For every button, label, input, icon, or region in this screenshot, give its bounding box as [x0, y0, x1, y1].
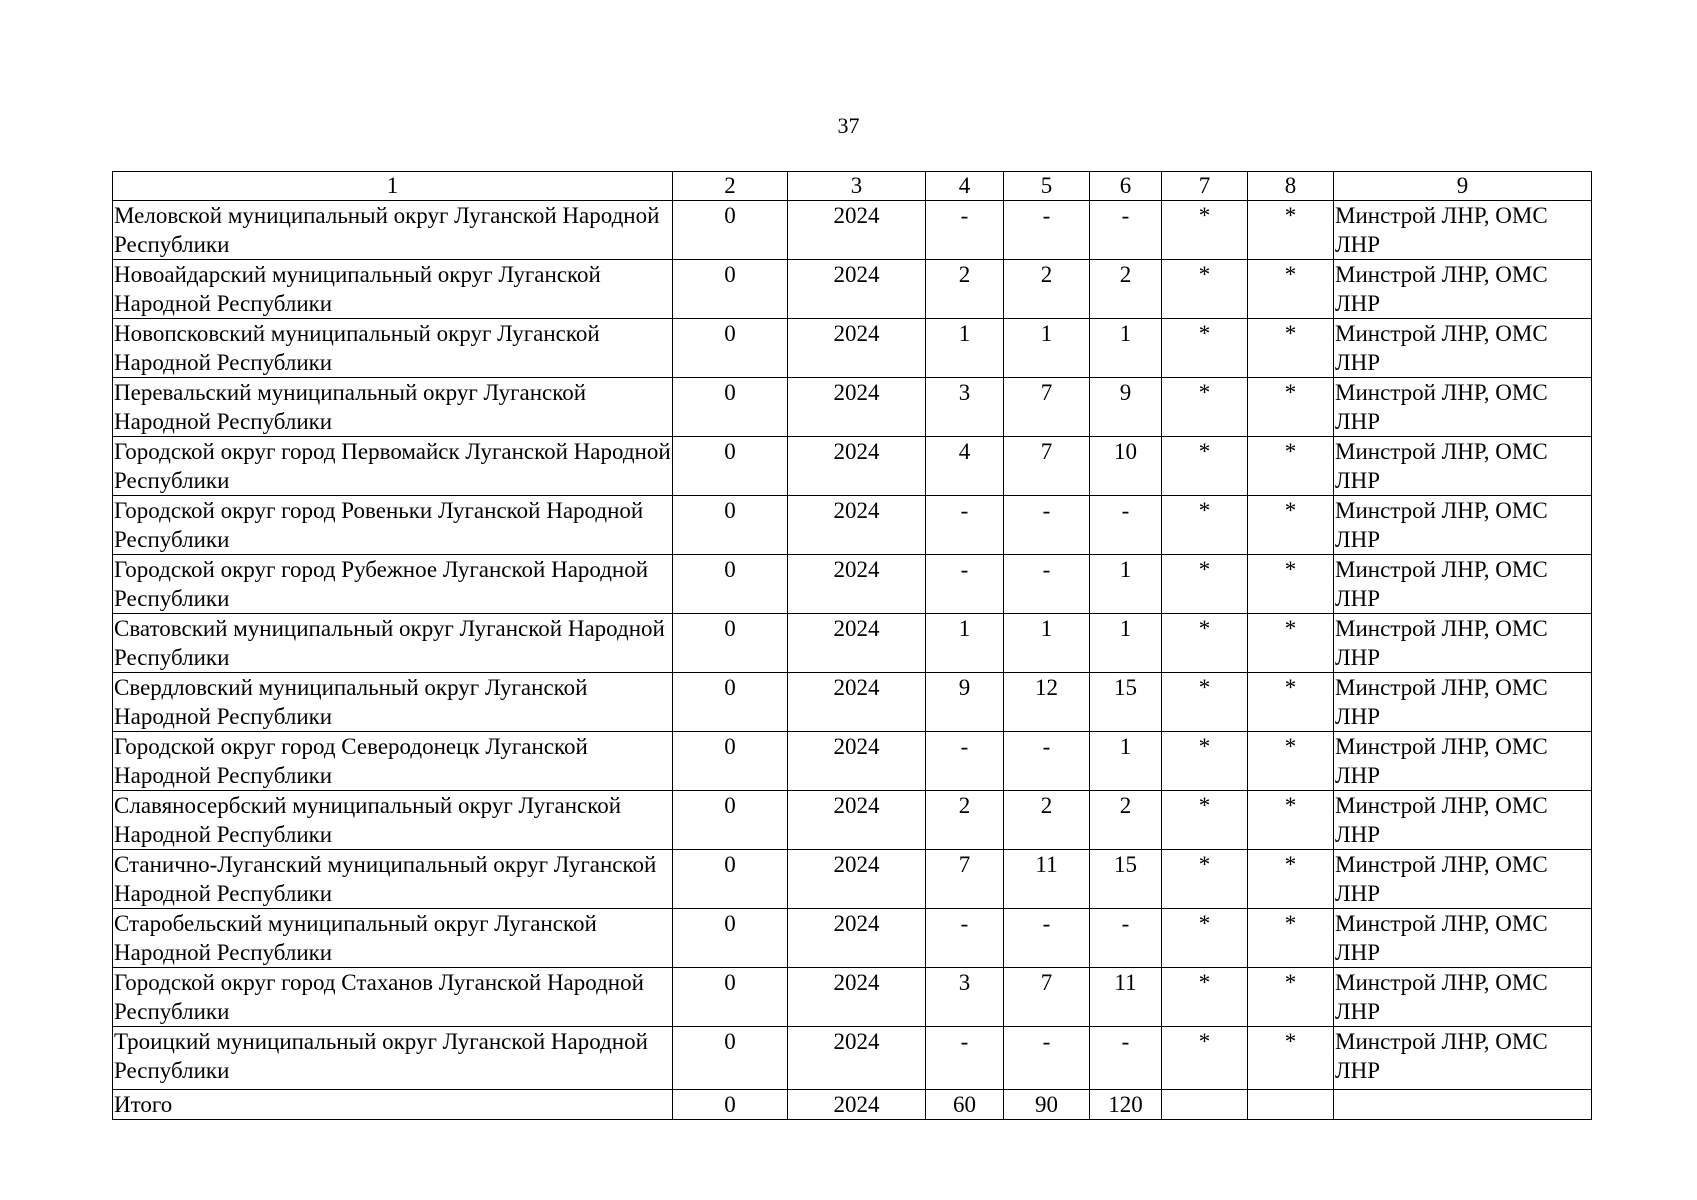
responsible-cell: Минстрой ЛНР, ОМС ЛНР: [1334, 555, 1592, 614]
value-cell: 1: [1090, 319, 1162, 378]
column-header: 6: [1090, 172, 1162, 201]
year-cell: 2024: [788, 260, 926, 319]
value-cell: 9: [926, 673, 1004, 732]
value-cell: 0: [673, 378, 788, 437]
value-cell: 1: [1004, 614, 1090, 673]
value-cell: 12: [1004, 673, 1090, 732]
value-cell: 15: [1090, 850, 1162, 909]
responsible-cell: Минстрой ЛНР, ОМС ЛНР: [1334, 909, 1592, 968]
value-cell: 7: [1004, 437, 1090, 496]
value-cell: -: [1090, 1027, 1162, 1090]
value-cell: -: [1004, 732, 1090, 791]
marker-cell: *: [1248, 496, 1334, 555]
marker-cell: *: [1162, 1027, 1248, 1090]
value-cell: 0: [673, 791, 788, 850]
marker-cell: *: [1162, 791, 1248, 850]
responsible-cell: Минстрой ЛНР, ОМС ЛНР: [1334, 614, 1592, 673]
marker-cell: *: [1248, 732, 1334, 791]
total-value-cell: 0: [673, 1090, 788, 1120]
municipality-cell: Городской округ город Стаханов Луганской Народной Республики: [113, 968, 673, 1027]
municipality-cell: Свердловский муниципальный округ Луганской Народной Республики: [113, 673, 673, 732]
value-cell: -: [1004, 201, 1090, 260]
value-cell: 0: [673, 673, 788, 732]
value-cell: 0: [673, 260, 788, 319]
total-row: [113, 1090, 1592, 1120]
marker-cell: *: [1248, 850, 1334, 909]
marker-cell: *: [1162, 614, 1248, 673]
table-row: [113, 260, 1592, 319]
responsible-cell: Минстрой ЛНР, ОМС ЛНР: [1334, 1027, 1592, 1090]
value-cell: -: [926, 496, 1004, 555]
value-cell: 0: [673, 201, 788, 260]
value-cell: -: [1090, 909, 1162, 968]
table-row: [113, 1027, 1592, 1090]
marker-cell: *: [1248, 909, 1334, 968]
value-cell: 1: [1090, 555, 1162, 614]
marker-cell: *: [1248, 555, 1334, 614]
marker-cell: *: [1248, 968, 1334, 1027]
value-cell: 7: [926, 850, 1004, 909]
value-cell: -: [926, 1027, 1004, 1090]
table-row: [113, 437, 1592, 496]
value-cell: 3: [926, 968, 1004, 1027]
value-cell: 3: [926, 378, 1004, 437]
table-row: [113, 673, 1592, 732]
total-value-cell: 90: [1004, 1090, 1090, 1120]
marker-cell: *: [1162, 673, 1248, 732]
total-value-cell: 120: [1090, 1090, 1162, 1120]
total-value-cell: 2024: [788, 1090, 926, 1120]
value-cell: -: [1004, 496, 1090, 555]
value-cell: 0: [673, 319, 788, 378]
table-row: [113, 791, 1592, 850]
value-cell: 2: [926, 791, 1004, 850]
value-cell: -: [926, 201, 1004, 260]
year-cell: 2024: [788, 555, 926, 614]
marker-cell: *: [1162, 378, 1248, 437]
header-row: [113, 172, 1592, 201]
responsible-cell: Минстрой ЛНР, ОМС ЛНР: [1334, 437, 1592, 496]
year-cell: 2024: [788, 437, 926, 496]
value-cell: 2: [1004, 260, 1090, 319]
marker-cell: *: [1248, 319, 1334, 378]
value-cell: 0: [673, 496, 788, 555]
responsible-cell: Минстрой ЛНР, ОМС ЛНР: [1334, 791, 1592, 850]
value-cell: 7: [1004, 968, 1090, 1027]
value-cell: 0: [673, 1027, 788, 1090]
column-header: 1: [113, 172, 673, 201]
municipality-cell: Станично-Луганский муниципальный округ Луганской Народной Республики: [113, 850, 673, 909]
value-cell: 1: [1090, 732, 1162, 791]
marker-cell: *: [1248, 791, 1334, 850]
table-row: [113, 732, 1592, 791]
total-label-cell: Итого: [113, 1090, 673, 1120]
value-cell: -: [1004, 555, 1090, 614]
marker-cell: *: [1162, 968, 1248, 1027]
marker-cell: *: [1248, 437, 1334, 496]
responsible-cell: Минстрой ЛНР, ОМС ЛНР: [1334, 673, 1592, 732]
total-value-cell: 60: [926, 1090, 1004, 1120]
municipality-cell: Перевальский муниципальный округ Луганской Народной Республики: [113, 378, 673, 437]
data-table: [112, 171, 1592, 1120]
table-row: [113, 909, 1592, 968]
value-cell: 11: [1090, 968, 1162, 1027]
year-cell: 2024: [788, 909, 926, 968]
value-cell: 2: [1090, 260, 1162, 319]
year-cell: 2024: [788, 791, 926, 850]
year-cell: 2024: [788, 319, 926, 378]
marker-cell: *: [1162, 555, 1248, 614]
year-cell: 2024: [788, 201, 926, 260]
value-cell: 1: [926, 614, 1004, 673]
marker-cell: *: [1162, 437, 1248, 496]
column-header: 7: [1162, 172, 1248, 201]
value-cell: -: [926, 909, 1004, 968]
value-cell: 11: [1004, 850, 1090, 909]
marker-cell: *: [1248, 201, 1334, 260]
value-cell: 0: [673, 850, 788, 909]
value-cell: 15: [1090, 673, 1162, 732]
value-cell: -: [926, 732, 1004, 791]
value-cell: 4: [926, 437, 1004, 496]
table-row: [113, 378, 1592, 437]
year-cell: 2024: [788, 614, 926, 673]
value-cell: -: [1090, 496, 1162, 555]
table-row: [113, 555, 1592, 614]
year-cell: 2024: [788, 673, 926, 732]
total-value-cell: [1334, 1090, 1592, 1120]
year-cell: 2024: [788, 732, 926, 791]
municipality-cell: Городской округ город Первомайск Луганской Народной Республики: [113, 437, 673, 496]
municipality-cell: Новоайдарский муниципальный округ Луганской Народной Республики: [113, 260, 673, 319]
municipality-cell: Городской округ город Рубежное Луганской Народной Республики: [113, 555, 673, 614]
responsible-cell: Минстрой ЛНР, ОМС ЛНР: [1334, 378, 1592, 437]
year-cell: 2024: [788, 1027, 926, 1090]
value-cell: 0: [673, 437, 788, 496]
total-value-cell: [1162, 1090, 1248, 1120]
column-header: 2: [673, 172, 788, 201]
responsible-cell: Минстрой ЛНР, ОМС ЛНР: [1334, 496, 1592, 555]
value-cell: 7: [1004, 378, 1090, 437]
table-row: [113, 201, 1592, 260]
responsible-cell: Минстрой ЛНР, ОМС ЛНР: [1334, 968, 1592, 1027]
table-row: [113, 496, 1592, 555]
value-cell: -: [1090, 201, 1162, 260]
table-row: [113, 968, 1592, 1027]
marker-cell: *: [1248, 614, 1334, 673]
year-cell: 2024: [788, 968, 926, 1027]
marker-cell: *: [1248, 378, 1334, 437]
responsible-cell: Минстрой ЛНР, ОМС ЛНР: [1334, 732, 1592, 791]
value-cell: -: [1004, 1027, 1090, 1090]
marker-cell: *: [1162, 201, 1248, 260]
responsible-cell: Минстрой ЛНР, ОМС ЛНР: [1334, 260, 1592, 319]
column-header: 3: [788, 172, 926, 201]
value-cell: 0: [673, 555, 788, 614]
municipality-cell: Новопсковский муниципальный округ Луганской Народной Республики: [113, 319, 673, 378]
marker-cell: *: [1162, 909, 1248, 968]
marker-cell: *: [1162, 732, 1248, 791]
year-cell: 2024: [788, 496, 926, 555]
column-header: 9: [1334, 172, 1592, 201]
municipality-cell: Городской округ город Северодонецк Луганской Народной Республики: [113, 732, 673, 791]
responsible-cell: Минстрой ЛНР, ОМС ЛНР: [1334, 201, 1592, 260]
marker-cell: *: [1248, 673, 1334, 732]
value-cell: 2: [1004, 791, 1090, 850]
table-row: [113, 319, 1592, 378]
municipality-cell: Славяносербский муниципальный округ Луганской Народной Республики: [113, 791, 673, 850]
marker-cell: *: [1162, 850, 1248, 909]
table-row: [113, 614, 1592, 673]
municipality-cell: Меловской муниципальный округ Луганской Народной Республики: [113, 201, 673, 260]
responsible-cell: Минстрой ЛНР, ОМС ЛНР: [1334, 319, 1592, 378]
column-header: 5: [1004, 172, 1090, 201]
value-cell: 1: [926, 319, 1004, 378]
municipality-cell: Городской округ город Ровеньки Луганской Народной Республики: [113, 496, 673, 555]
value-cell: 0: [673, 614, 788, 673]
marker-cell: *: [1248, 260, 1334, 319]
value-cell: 1: [1004, 319, 1090, 378]
value-cell: 0: [673, 909, 788, 968]
year-cell: 2024: [788, 850, 926, 909]
value-cell: 2: [926, 260, 1004, 319]
column-header: 8: [1248, 172, 1334, 201]
marker-cell: *: [1248, 1027, 1334, 1090]
table-row: [113, 850, 1592, 909]
page-number: 37: [837, 113, 860, 138]
responsible-cell: Минстрой ЛНР, ОМС ЛНР: [1334, 850, 1592, 909]
municipality-cell: Троицкий муниципальный округ Луганской Народной Республики: [113, 1027, 673, 1090]
value-cell: 0: [673, 968, 788, 1027]
municipality-cell: Сватовский муниципальный округ Луганской Народной Республики: [113, 614, 673, 673]
value-cell: -: [926, 555, 1004, 614]
value-cell: 0: [673, 732, 788, 791]
marker-cell: *: [1162, 319, 1248, 378]
value-cell: 10: [1090, 437, 1162, 496]
marker-cell: *: [1162, 260, 1248, 319]
municipality-cell: Старобельский муниципальный округ Луганской Народной Республики: [113, 909, 673, 968]
value-cell: 9: [1090, 378, 1162, 437]
total-value-cell: [1248, 1090, 1334, 1120]
year-cell: 2024: [788, 378, 926, 437]
value-cell: 1: [1090, 614, 1162, 673]
value-cell: -: [1004, 909, 1090, 968]
value-cell: 2: [1090, 791, 1162, 850]
column-header: 4: [926, 172, 1004, 201]
marker-cell: *: [1162, 496, 1248, 555]
